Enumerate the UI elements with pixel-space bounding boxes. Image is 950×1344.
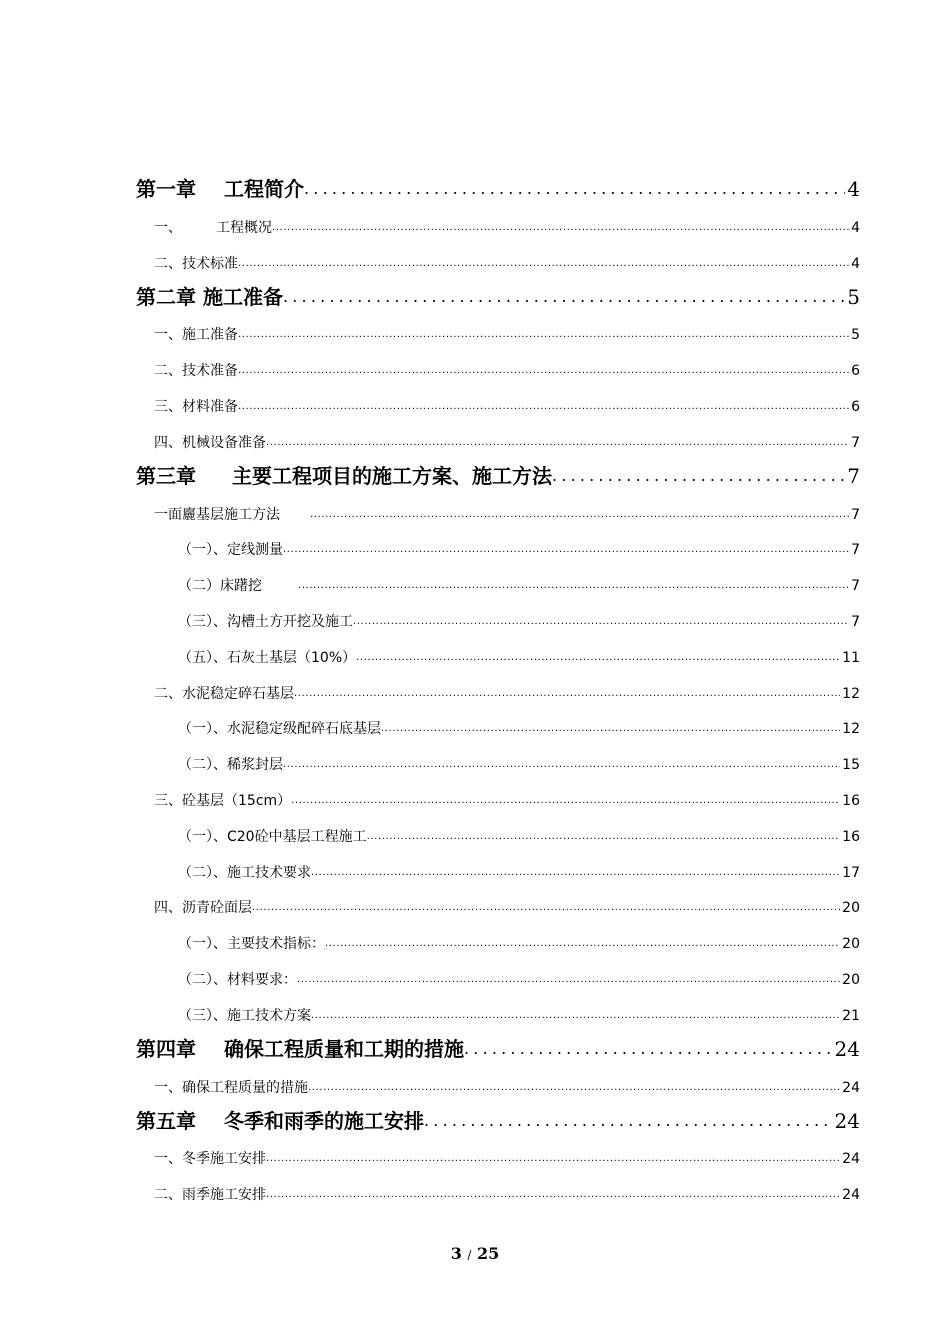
- section-title: 工程概况: [216, 219, 272, 236]
- page-number: 17: [842, 864, 860, 881]
- toc-subsection-3-3-1[interactable]: [136, 811, 860, 847]
- section-number: 一、: [154, 219, 182, 236]
- chapter-number: 第五章: [136, 1108, 196, 1133]
- dot-leader: [311, 863, 840, 883]
- subsection-label: （三）、施工技术方案: [178, 1007, 311, 1024]
- section-label: 一、确保工程质量的措施: [154, 1079, 308, 1096]
- page-number: 16: [842, 828, 860, 845]
- dot-leader: [464, 1036, 833, 1062]
- toc-subsection-3-2-2[interactable]: [136, 739, 860, 775]
- toc-subsection-3-1-3[interactable]: [136, 596, 860, 632]
- section-label: 一、冬季施工安排: [154, 1151, 266, 1168]
- dot-leader: [272, 218, 849, 238]
- dot-leader: [266, 1185, 840, 1205]
- chapter-number: 第三章: [136, 463, 196, 488]
- toc-subsection-3-1-5[interactable]: [136, 632, 860, 668]
- dot-leader: [304, 176, 845, 202]
- toc-section-2-3[interactable]: [136, 381, 860, 417]
- subsection-label: （二）、稀浆封层: [178, 757, 283, 774]
- dot-leader: [283, 755, 840, 775]
- chapter-title: 确保工程质量和工期的措施: [224, 1036, 464, 1061]
- subsection-label: （二）、施工技术要求: [178, 864, 311, 881]
- page-number: 24: [842, 1151, 860, 1168]
- dot-leader: [252, 898, 840, 918]
- toc-section-3-1[interactable]: [136, 489, 860, 525]
- toc-section-2-2[interactable]: [136, 345, 860, 381]
- toc-subsection-3-2-1[interactable]: [136, 704, 860, 740]
- subsection-label: （二）、材料要求：: [178, 971, 297, 988]
- page-number: 4: [851, 219, 860, 236]
- page-number: 7: [851, 542, 860, 559]
- chapter-number: 第一章: [136, 177, 196, 201]
- section-label: 四、沥青砼面层: [154, 900, 252, 917]
- page-number: 15: [842, 757, 860, 774]
- page-number: 7: [851, 434, 860, 451]
- dot-leader: [238, 361, 849, 381]
- page-number: 6: [851, 363, 860, 380]
- dot-leader: [424, 1108, 833, 1134]
- chapter-label: 第二章 施工准备: [136, 284, 283, 309]
- toc-chapter-1[interactable]: [136, 166, 860, 202]
- toc-section-3-2[interactable]: [136, 668, 860, 704]
- dot-leader: [266, 433, 849, 453]
- dot-leader: [294, 684, 840, 704]
- current-page-number: 3: [450, 1244, 462, 1263]
- dot-leader: [291, 791, 840, 811]
- toc-subsection-3-1-1[interactable]: [136, 525, 860, 561]
- section-label: 二、水泥稳定碎石基层: [154, 685, 294, 702]
- section-label: 四、机械设备准备: [154, 434, 266, 451]
- subsection-label: （一）、主要技术指标：: [178, 936, 325, 953]
- toc-section-2-4[interactable]: [136, 417, 860, 453]
- page-footer: [0, 1244, 950, 1263]
- toc-subsection-3-1-2[interactable]: [136, 560, 860, 596]
- page-number: 21: [842, 1007, 860, 1024]
- page-number: 16: [842, 792, 860, 809]
- section-label: 一面廲基层施工方法: [154, 506, 280, 523]
- page-number: 5: [851, 327, 860, 344]
- page-separator: /: [467, 1248, 472, 1262]
- chapter-title: 工程简介: [224, 177, 304, 201]
- dot-leader: [283, 540, 849, 560]
- dot-leader: [356, 648, 840, 668]
- table-of-contents: [136, 166, 860, 1205]
- dot-leader: [297, 970, 840, 990]
- toc-section-4-1[interactable]: [136, 1062, 860, 1098]
- dot-leader: [353, 612, 849, 632]
- section-label: 二、雨季施工安排: [154, 1187, 266, 1204]
- dot-leader: [325, 934, 840, 954]
- page-number: 12: [842, 685, 860, 702]
- toc-section-5-2[interactable]: [136, 1169, 860, 1205]
- dot-leader: [298, 576, 849, 596]
- section-label: 三、砼基层（15cm）: [154, 792, 292, 809]
- page-number: 24: [842, 1187, 860, 1204]
- toc-section-2-1[interactable]: [136, 310, 860, 346]
- subsection-label: （一）、定线测量: [178, 542, 283, 559]
- dot-leader: [367, 827, 841, 847]
- toc-section-5-1[interactable]: [136, 1134, 860, 1170]
- subsection-label: （二）床躇挖: [178, 578, 262, 595]
- section-label: 三、材料准备: [154, 398, 238, 415]
- toc-chapter-4[interactable]: [136, 1026, 860, 1062]
- section-label: 二、技术准备: [154, 363, 238, 380]
- dot-leader: [238, 325, 849, 345]
- toc-section-1-2[interactable]: [136, 238, 860, 274]
- toc-section-1-1[interactable]: [136, 202, 860, 238]
- section-label: 二、技术标准: [154, 255, 238, 272]
- page-number: 7: [851, 578, 860, 595]
- dot-leader: [308, 1078, 840, 1098]
- section-label: 一、施工准备: [154, 327, 238, 344]
- chapter-number: 第四章: [136, 1036, 196, 1061]
- subsection-label: （三）、沟槽土方开挖及施工: [178, 613, 353, 630]
- page-number: 5: [847, 284, 860, 309]
- dot-leader: [283, 284, 845, 310]
- page-number: 24: [842, 1079, 860, 1096]
- toc-section-3-3[interactable]: [136, 775, 860, 811]
- toc-chapter-2[interactable]: [136, 274, 860, 310]
- toc-subsection-3-3-2[interactable]: [136, 847, 860, 883]
- subsection-label: （五）、石灰土基层（10%）: [178, 649, 357, 666]
- page-number: 7: [851, 613, 860, 630]
- toc-chapter-5[interactable]: [136, 1098, 860, 1134]
- page-number: 11: [842, 649, 860, 666]
- page-number: 24: [834, 1036, 860, 1061]
- page-number: 6: [851, 398, 860, 415]
- dot-leader: [238, 397, 849, 417]
- toc-subsection-3-4-1[interactable]: [136, 918, 860, 954]
- dot-leader: [381, 719, 840, 739]
- toc-section-3-4[interactable]: [136, 883, 860, 919]
- dot-leader: [310, 505, 849, 525]
- toc-subsection-3-4-2[interactable]: [136, 954, 860, 990]
- dot-leader: [266, 1149, 840, 1169]
- page-number: 7: [847, 463, 860, 488]
- page-number: 12: [842, 721, 860, 738]
- chapter-title: 主要工程项目的施工方案、施工方法: [232, 463, 552, 488]
- toc-chapter-3[interactable]: [136, 453, 860, 489]
- page-number: 20: [842, 900, 860, 917]
- page-number: 4: [851, 255, 860, 272]
- dot-leader: [311, 1006, 840, 1026]
- page-number: 7: [851, 506, 860, 523]
- total-pages: 25: [477, 1244, 500, 1263]
- page-number: 20: [842, 971, 860, 988]
- dot-leader: [552, 463, 845, 489]
- page-number: 24: [834, 1108, 860, 1133]
- dot-leader: [238, 254, 849, 274]
- subsection-label: （一）、水泥稳定级配碎石底基层: [178, 721, 381, 738]
- subsection-label: （一）、C20砼中基层工程施工: [178, 828, 367, 845]
- toc-subsection-3-4-3[interactable]: [136, 990, 860, 1026]
- page-number: 4: [847, 177, 860, 201]
- page-number: 20: [842, 936, 860, 953]
- chapter-title: 冬季和雨季的施工安排: [224, 1108, 424, 1133]
